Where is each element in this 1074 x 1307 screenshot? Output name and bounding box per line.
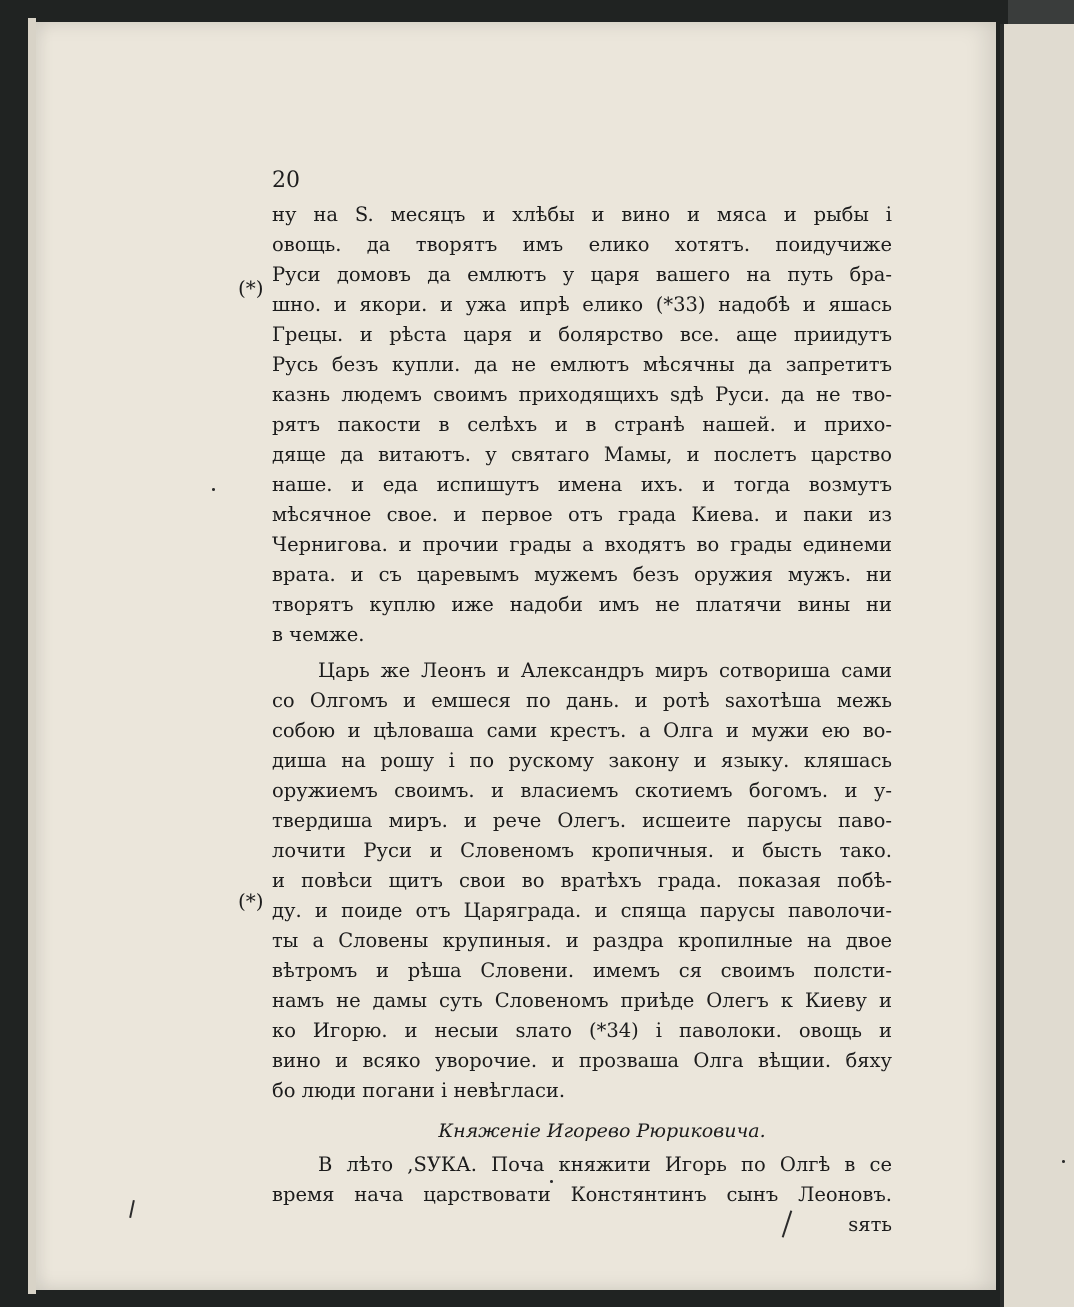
text-line: со Олгомъ и емшеся по дань. и ротѣ sахотѣша межь <box>272 689 892 712</box>
text-line: рятъ пакости в селѣхъ и в странѣ нашей. и прихо- <box>272 413 892 436</box>
paragraph-3 <box>272 1150 892 1240</box>
text-line: ну на S. месяцъ и хлѣбы и вино и мяса и рыбы і <box>272 203 892 226</box>
paragraph-1 <box>272 200 892 650</box>
section-heading: Княженіе Игорево Рюриковича. <box>438 1120 766 1142</box>
text-line: и повѣси щитъ свои во вратѣхъ града. показая побѣ- <box>272 869 892 892</box>
text-line: овощь. да творятъ имъ елико хотятъ. поидучиже <box>272 233 892 256</box>
text-line: мѣсячное свое. и первое отъ града Киева. и паки из <box>272 503 892 526</box>
ink-speck <box>1062 1160 1065 1163</box>
next-page-edge <box>1000 24 1074 1307</box>
text-line: время нача царствовати Констянтинъ сынъ Леоновъ. <box>272 1183 892 1206</box>
text-line: ду. и поиде отъ Царяграда. и спяща парусы паволочи- <box>272 899 892 922</box>
text-line: дяще да витаютъ. у святаго Мамы, и послетъ царство <box>272 443 892 466</box>
text-line: намъ не дамы суть Словеномъ приѣде Олегъ к Киеву и <box>272 989 892 1012</box>
text-line: наше. и еда испишутъ имена ихъ. и тогда возмутъ <box>272 473 892 496</box>
text-line: в чемже. <box>272 623 365 646</box>
text-line: Русь безъ купли. да не емлютъ мѣсячны да запретитъ <box>272 353 892 376</box>
text-line: ты а Словены крупиныя. и раздра кропилные на двое <box>272 929 892 952</box>
text-line: Руси домовъ да емлютъ у царя вашего на путь бра- <box>272 263 892 286</box>
text-line: казнь людемъ своимъ приходящихъ sдѣ Руси. да не тво- <box>272 383 892 406</box>
text-line: Чернигова. и прочии грады а входятъ во грады единеми <box>272 533 892 556</box>
text-line: оружиемъ своимъ. и власиемъ скотиемъ богомъ. и у- <box>272 779 892 802</box>
text-line: вѣтромъ и рѣша Словени. имемъ ся своимъ полсти- <box>272 959 892 982</box>
margin-note-1: (*) <box>238 276 264 300</box>
page-number: 20 <box>272 168 300 193</box>
text-line: В лѣто ,SУКА. Поча княжити Игорь по Олгѣ в се <box>318 1153 892 1176</box>
catchword: sять <box>848 1213 892 1236</box>
text-line: Грецы. и рѣста царя и болярство все. аще приидутъ <box>272 323 892 346</box>
text-line: диша на рошу і по рускому закону и языку. кляшась <box>272 749 892 772</box>
text-line: ко Игорю. и несыи sлато (*34) і паволоки. овощь и <box>272 1019 892 1042</box>
ink-speck <box>550 1180 553 1183</box>
text-line: врата. и съ царевымъ мужемъ безъ оружия мужъ. ни <box>272 563 892 586</box>
page-edge <box>28 18 36 1294</box>
text-line: собою и цѣловаша сами крестъ. а Олга и мужи ею во- <box>272 719 892 742</box>
text-line: шно. и якори. и ужа ипрѣ елико (*33) надобѣ и яшась <box>272 293 892 316</box>
text-line: твердиша миръ. и рече Олегъ. исшеите парусы паво- <box>272 809 892 832</box>
text-line: бо люди погани і невѣгласи. <box>272 1079 566 1102</box>
next-page-strip <box>1008 0 1074 24</box>
ink-speck <box>212 488 215 491</box>
text-line: лочити Руси и Словеномъ кропичныя. и бысть тако. <box>272 839 892 862</box>
margin-note-2: (*) <box>238 889 264 913</box>
text-line: Царь же Леонъ и Александръ миръ сотвориша сами <box>318 659 892 682</box>
paragraph-2 <box>272 656 892 1106</box>
text-block <box>272 200 892 1240</box>
text-line: творятъ куплю иже надоби имъ не платячи вины ни <box>272 593 892 616</box>
text-line: вино и всяко уворочие. и прозваша Олга вѣщии. бяху <box>272 1049 892 1072</box>
